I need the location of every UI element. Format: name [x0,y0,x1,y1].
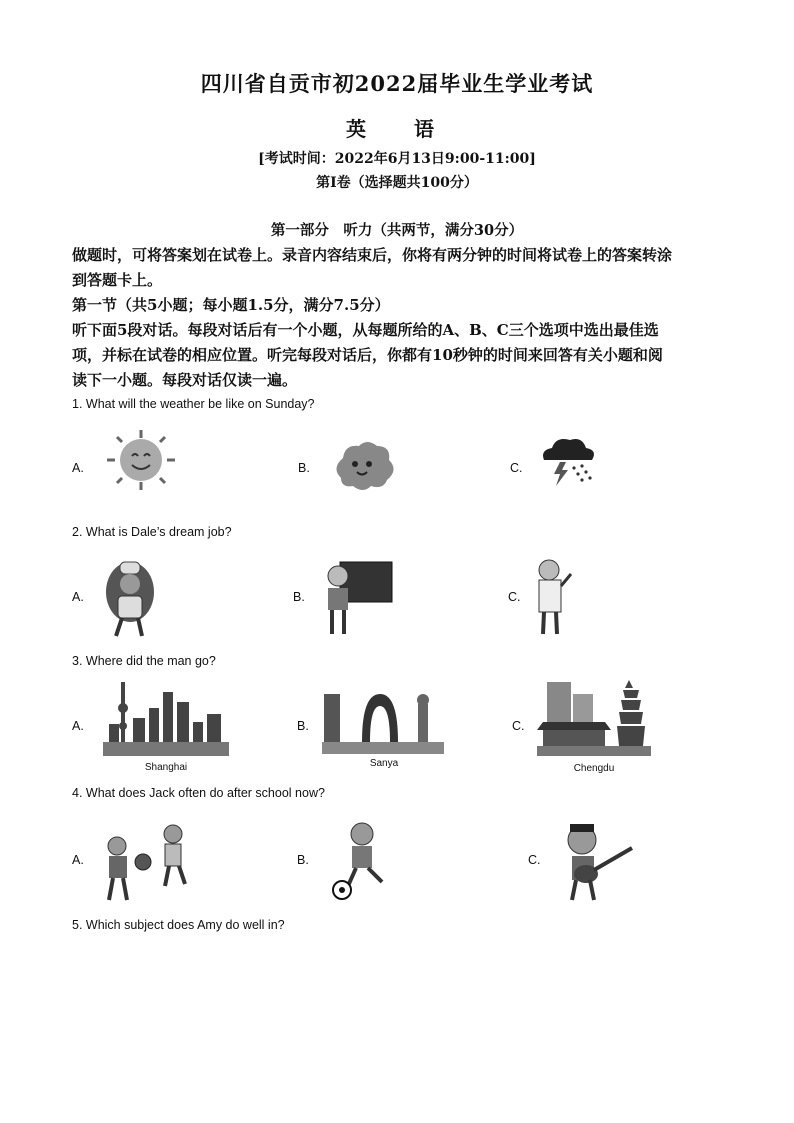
q3-caption-sanya: Sanya [369,758,399,769]
question-2: 2. What is Dale’s dream job? [72,525,232,539]
q1-option-c-label: C. [510,461,523,475]
q3-option-a-label: A. [72,719,84,733]
storm-icon [538,436,598,488]
exam-title: 四川省自贡市初2022届毕业生学业考试 [200,71,594,96]
teacher-icon [322,560,394,636]
section1-line3: 读下一小题。每段对话仅读一遍。 [72,371,298,389]
question-3: 3. Where did the man go? [72,654,216,668]
question-4: 4. What does Jack often do after school now? [72,786,325,800]
section1-line1: 听下面5段对话。每段对话后有一个小题，从每题所给的A、B、C三个选项中选出最佳选 [72,321,659,339]
q1-option-a-label: A. [72,461,84,475]
q4-option-b-label: B. [297,853,309,867]
section1-line2: 项，并标在试卷的相应位置。听完每段对话后，你都有10秒钟的时间来回答有关小题和阅 [72,346,663,364]
shanghai-skyline-image [103,678,229,756]
q3-option-c-label: C. [512,719,525,733]
chef-icon [104,560,156,638]
chengdu-image [537,676,651,756]
section1-heading: 第一节（共5小题；每小题1.5分，满分7.5分） [72,296,390,314]
part1-heading: 第一部分 听力（共两节，满分30分） [270,222,524,239]
q3-caption-chengdu: Chengdu [573,763,615,774]
q4-option-c-label: C. [528,853,541,867]
cloud-icon [331,438,395,494]
q2-option-b-label: B. [293,590,305,604]
exam-time: [考试时间：2022年6月13日9:00-11:00] [258,151,536,167]
instructions-line1: 做题时，可将答案划在试卷上。录音内容结束后，你将有两分钟的时间将试卷上的答案转涂 [72,246,673,264]
question-1: 1. What will the weather be like on Sunday? [72,397,315,411]
soccer-icon [330,820,390,900]
q1-option-b-label: B. [298,461,310,475]
q2-option-a-label: A. [72,590,84,604]
sun-icon [105,428,177,492]
subject-title: 英 语 [346,117,448,141]
sanya-image [322,684,444,754]
guitar-icon [556,820,638,902]
instructions-line2: 到答题卡上。 [72,271,163,289]
q2-option-c-label: C. [508,590,521,604]
question-5: 5. Which subject does Amy do well in? [72,918,285,932]
q3-caption-shanghai: Shanghai [144,762,188,773]
q3-option-b-label: B. [297,719,309,733]
doctor-icon [529,558,577,636]
basketball-icon [103,818,199,904]
volume-heading: 第Ⅰ卷（选择题共100分） [316,175,478,191]
q4-option-a-label: A. [72,853,84,867]
